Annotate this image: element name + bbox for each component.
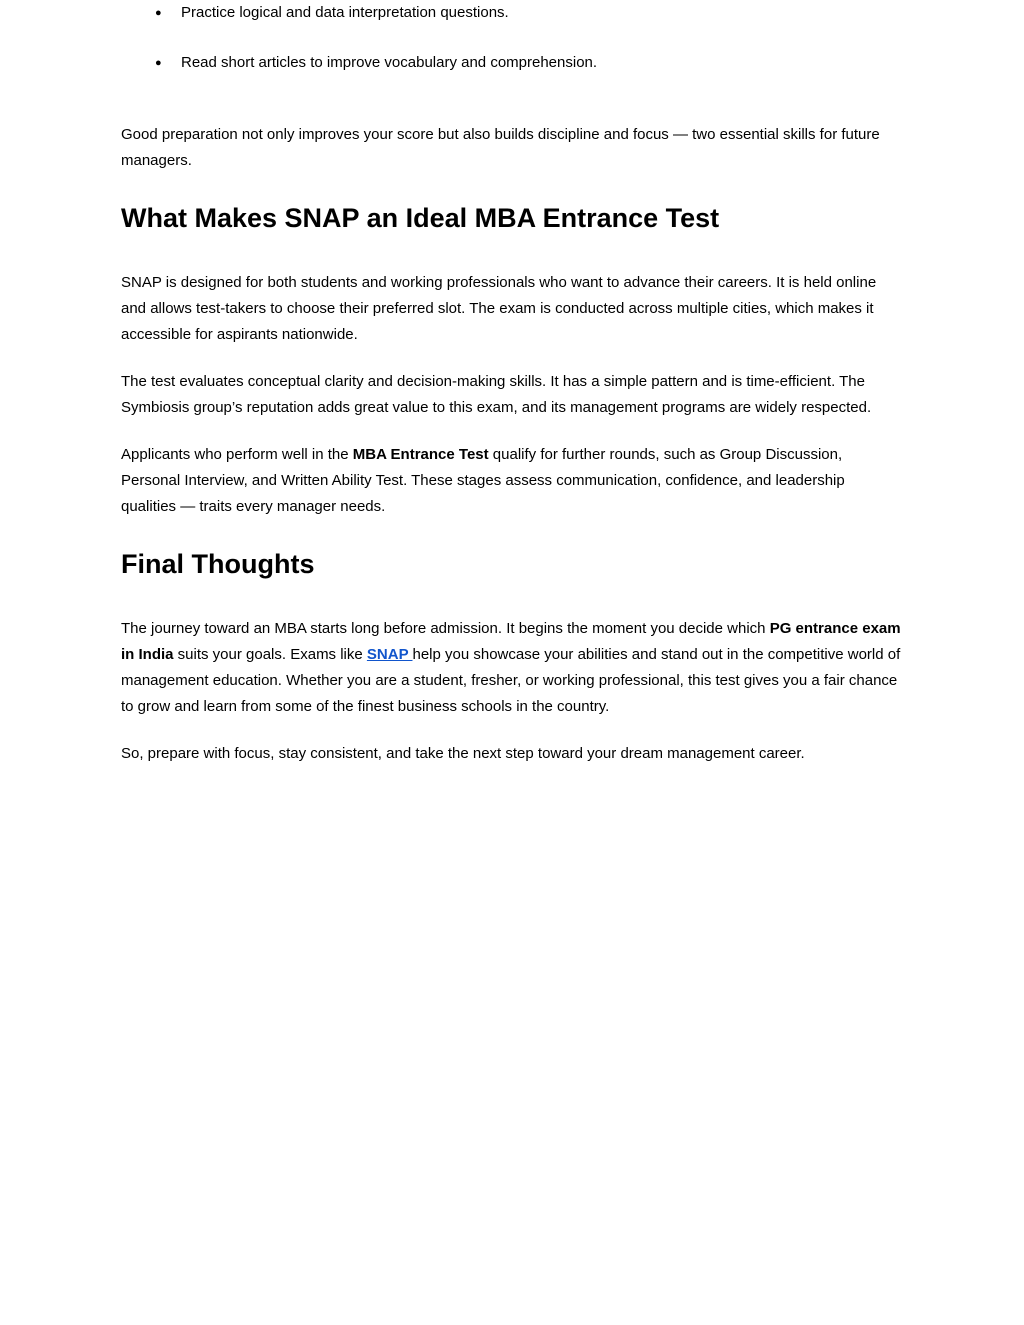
list-item	[121, 50, 901, 76]
text-run: Applicants who perform well in the	[121, 446, 353, 463]
bold-text-run: MBA Entrance Test	[352, 446, 489, 463]
paragraph-applicants	[121, 442, 901, 520]
bullet-icon: ●	[155, 57, 162, 69]
text-run: suits your goals. Exams like	[173, 646, 367, 663]
paragraph-so-prepare: So, prepare with focus, stay consistent, and take the next step toward your dream management career.	[121, 745, 805, 762]
paragraph-snap-designed: SNAP is designed for both students and working professionals who want to advance their careers. It is held online and allows test-takers to choose their preferred slot. The exam is conducted across multiple cities, which makes it accessible for aspirants nationwide.	[121, 274, 877, 343]
paragraph-good-preparation: Good preparation not only improves your score but also builds discipline and focus — two essential skills for future managers.	[121, 126, 880, 169]
heading-final-thoughts: Final Thoughts	[121, 549, 315, 579]
list-item-text: Read short articles to improve vocabulary and comprehension.	[181, 54, 598, 71]
bullet-list	[121, 0, 901, 76]
snap-link[interactable]: SNAP	[366, 646, 413, 663]
text-run: The journey toward an MBA starts long before admission. It begins the moment you decide which	[121, 620, 770, 637]
paragraph-journey	[121, 616, 901, 720]
bullet-icon: ●	[155, 7, 162, 19]
heading-what-makes-snap: What Makes SNAP an Ideal MBA Entrance Test	[121, 203, 720, 233]
text-run: qualify for further rounds, such as Group Discussion, Personal Interview, and Written Ability Test. These stages assess communication, confidence, and leadership qualities — traits every manager needs.	[121, 446, 845, 515]
text-run: help you showcase your abilities and stand out in the competitive world of management education. Whether you are a student, fresher, or working professional, this test gives you a fair chance to grow and learn from some of the finest business schools in the country.	[121, 646, 901, 715]
list-item-text: Practice logical and data interpretation questions.	[181, 4, 509, 21]
list-item	[121, 0, 901, 26]
paragraph-test-evaluates: The test evaluates conceptual clarity and decision-making skills. It has a simple pattern and is time-efficient. The Symbiosis group’s reputation adds great value to this exam, and its management programs are widely respected.	[121, 373, 872, 416]
bold-text-run: PG entrance exam in India	[121, 620, 901, 663]
